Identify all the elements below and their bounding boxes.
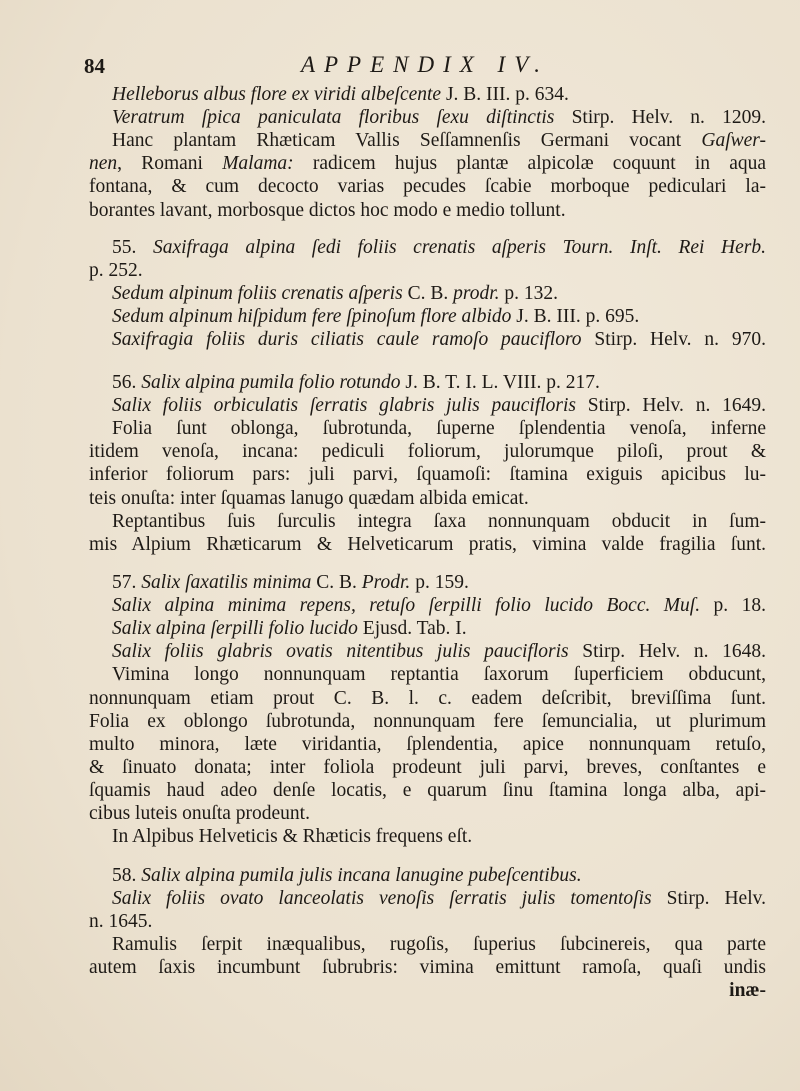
text-line: [112, 371, 766, 394]
roman-text: p. 159.: [410, 572, 469, 593]
text-line: [112, 510, 766, 533]
italic-text: Saxifraga alpina ſedi foliis crenatis aſperis Tourn. Inſt. Rei Herb.: [152, 237, 766, 258]
roman-text: p. 132.: [499, 283, 558, 305]
roman-text: multo minora, læte viridantia, ſplendentia, apice nonnunquam retuſo,: [89, 733, 766, 755]
text-line: [112, 236, 766, 259]
text-line: [89, 733, 766, 756]
roman-text: p. 18.: [700, 595, 766, 617]
text-line: [112, 106, 766, 129]
text-line: [89, 152, 766, 175]
roman-text: 57.: [112, 572, 142, 593]
page-number: 84: [84, 54, 105, 78]
roman-text: Stirp. Helv. n. 1649.: [576, 395, 766, 417]
catchword: inæ-: [729, 980, 766, 1001]
roman-text: C. B.: [402, 283, 454, 305]
text-line: [89, 199, 766, 222]
text-line: [89, 802, 766, 825]
roman-text: fontana, & cum decocto varias pecudes ſcabie morboque pediculari la-: [89, 176, 766, 198]
roman-text: J. B. III. p. 634.: [441, 84, 569, 105]
roman-text: Reptantibus ſuis ſurculis integra ſaxa nonnunquam obducit in ſum-: [112, 510, 766, 532]
roman-text: Folia ſunt oblonga, ſubrotunda, ſuperne ſplendentia venoſa, inferne: [112, 418, 766, 440]
text-line: [89, 710, 766, 733]
text-line: [89, 440, 766, 463]
text-line: [112, 83, 766, 106]
italic-text: Salix alpina pumila folio rotundo: [141, 372, 401, 393]
text-line: [112, 640, 766, 663]
roman-text: In Alpibus Helveticis & Rhæticis frequens eſt.: [112, 826, 473, 848]
text-line: [112, 571, 766, 594]
italic-text: Veratrum ſpica paniculata floribus ſexu diſtinctis: [112, 107, 555, 129]
roman-text: C. B.: [311, 572, 362, 593]
text-line: [89, 779, 766, 802]
roman-text: Ejusd. Tab. I.: [357, 618, 467, 640]
italic-text: Salix alpina ſerpilli folio lucido: [112, 618, 358, 640]
italic-text: Sedum alpinum hiſpidum fere ſpinoſum flore albido: [112, 306, 512, 328]
roman-text: p. 252.: [89, 260, 143, 282]
text-line: [89, 175, 766, 198]
roman-text: Ramulis ſerpit inæqualibus, rugoſis, ſuperius ſubcinereis, qua parte: [112, 934, 766, 956]
text-line: [112, 129, 766, 152]
italic-text: Prodr.: [361, 572, 411, 593]
roman-text: 56.: [112, 372, 142, 393]
italic-text: Salix alpina pumila julis incana lanugine pubeſcentibus.: [141, 865, 582, 886]
text-line: [112, 933, 766, 956]
roman-text: nonnunquam etiam prout C. B. l. c. eadem deſcribit, breviſſima ſunt.: [89, 687, 766, 709]
running-title: APPENDIX IV.: [300, 52, 550, 77]
italic-text: Salix alpina minima repens, retuſo ſerpilli folio lucido Bocc. Muſ.: [112, 595, 701, 617]
roman-text: itidem venoſa, incana: pediculi foliorum, julorumque piloſi, prout &: [89, 441, 766, 463]
roman-text: Vimina longo nonnunquam reptantia ſaxorum ſuperficiem obducunt,: [112, 664, 766, 686]
roman-text: Stirp. Helv. n. 970.: [581, 329, 766, 351]
text-line: [112, 825, 766, 848]
roman-text: & ſinuato donata; inter foliola prodeunt juli parvi, breves, conſtantes e: [89, 756, 766, 778]
roman-text: n. 1645.: [89, 911, 153, 933]
roman-text: Stirp. Helv. n. 1648.: [568, 641, 766, 663]
text-line: [89, 956, 766, 979]
text-line: [112, 864, 766, 887]
roman-text: cibus luteis onuſta prodeunt.: [89, 803, 310, 824]
roman-text: 58.: [112, 865, 142, 886]
text-line: [89, 687, 766, 710]
text-line: [112, 663, 766, 686]
italic-text: nen: [89, 153, 118, 175]
italic-text: Saxifragia foliis duris ciliatis caule ramoſo paucifloro: [112, 329, 582, 351]
roman-text: J. B. III. p. 695.: [511, 306, 640, 328]
text-line: [112, 417, 766, 440]
roman-text: ſquamis haud adeo denſe locatis, e quarum ſinu ſtamina longa alba, api-: [89, 779, 766, 801]
text-line: [112, 305, 766, 328]
roman-text: Stirp. Helv. n. 1209.: [554, 107, 766, 129]
italic-text: Salix ſaxatilis minima: [141, 572, 312, 593]
text-line: [112, 617, 766, 640]
text-line: [112, 328, 766, 351]
roman-text: Hanc plantam Rhæticam Vallis Seſſamnenſis Germani vocant: [112, 130, 702, 152]
roman-text: borantes lavant, morbosque dictos hoc modo e medio tollunt.: [89, 199, 566, 221]
roman-text: autem ſaxis incumbunt ſubrubris: vimina emittunt ramoſa, quaſi undis: [89, 957, 766, 979]
roman-text: inferior foliorum pars: juli parvi, ſquamoſi: ſtamina exiguis apicibus lu-: [89, 464, 766, 486]
roman-text: mis Alpium Rhæticarum & Helveticarum pratis, vimina valde fragilia ſunt.: [89, 533, 766, 555]
roman-text: , Romani: [117, 153, 223, 175]
text-line: [112, 887, 766, 910]
italic-text: Malama:: [222, 153, 294, 175]
text-line: [89, 463, 766, 486]
text-line: [89, 487, 766, 510]
text-line: [89, 533, 766, 556]
text-line: [89, 910, 766, 933]
text-line: [89, 259, 766, 282]
roman-text: 55.: [112, 237, 153, 258]
italic-text: Helleborus albus flore ex viridi albeſcente: [112, 84, 442, 105]
roman-text: radicem hujus plantæ alpicolæ coquunt in aqua: [293, 153, 766, 175]
italic-text: Salix foliis glabris ovatis nitentibus julis paucifloris: [112, 641, 569, 663]
italic-text: Gaſwer-: [701, 130, 766, 152]
italic-text: prodr.: [453, 283, 500, 305]
text-line: [112, 394, 766, 417]
roman-text: J. B. T. I. L. VIII. p. 217.: [400, 372, 600, 393]
roman-text: teis onuſta: inter ſquamas lanugo quædam albida emicat.: [89, 487, 529, 509]
roman-text: Folia ex oblongo ſubrotunda, nonnunquam fere ſemuncialia, ut plurimum: [89, 710, 766, 732]
text-line: [112, 282, 766, 305]
text-line: [89, 756, 766, 779]
italic-text: Sedum alpinum foliis crenatis aſperis: [112, 283, 403, 305]
roman-text: Stirp. Helv.: [651, 888, 766, 910]
italic-text: Salix foliis orbiculatis ſerratis glabris julis paucifloris: [112, 395, 577, 417]
text-line: [112, 594, 766, 617]
italic-text: Salix foliis ovato lanceolatis venoſis ſerratis julis tomentoſis: [112, 888, 652, 910]
